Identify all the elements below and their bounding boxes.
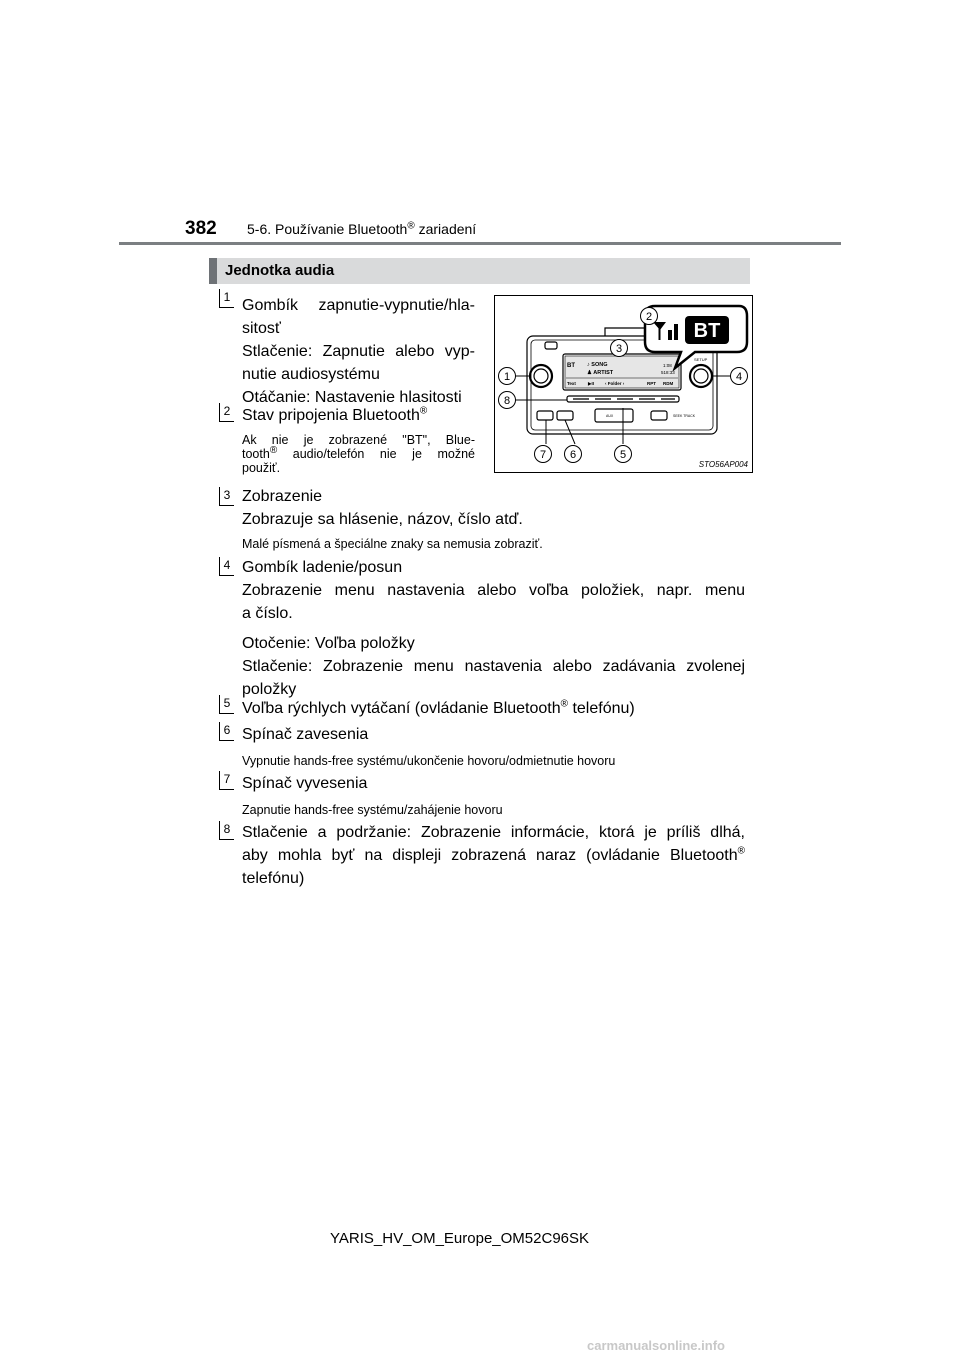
item-8-text: Stlačenie a podržanie: Zobrazenie informácie, ktorá je príliš dlhá, aby mohla byť na displeji zobrazená naraz (ovládanie Bluetooth® telefónu) bbox=[242, 824, 745, 887]
display-btn-play: ▶II bbox=[588, 381, 594, 386]
seek-label: SEEK TRACK bbox=[673, 414, 696, 418]
bt-badge-label: BT bbox=[693, 320, 721, 342]
item-number-2: 2 bbox=[219, 403, 234, 422]
callout-6: 6 bbox=[569, 449, 577, 461]
callout-1: 1 bbox=[503, 371, 511, 383]
display-artist: ♟ ARTIST bbox=[587, 370, 614, 376]
display-btn-folder: ‹ Folder › bbox=[605, 381, 625, 386]
figure-code: STO56AP004 bbox=[698, 460, 748, 469]
display-bt-label: BT bbox=[567, 363, 575, 369]
aux-label: AUX bbox=[606, 414, 614, 418]
display-clock: 518:33 bbox=[661, 370, 675, 375]
item-number-5: 5 bbox=[219, 695, 234, 714]
item-2-title: Stav pripojenia Bluetooth® bbox=[242, 405, 428, 424]
page-footer: YARIS_HV_OM_Europe_OM52C96SK bbox=[330, 1230, 590, 1247]
display-btn-rdm: RDM bbox=[663, 381, 674, 386]
item-7-note: Zapnutie hands-free systému/zahájenie hovoru bbox=[242, 803, 503, 817]
callout-8: 8 bbox=[503, 395, 511, 407]
item-6-title: Spínač zavesenia bbox=[242, 726, 369, 743]
item-4-text: Gombík ladenie/posun Zobrazenie menu nastavenia alebo voľba položiek, napr. menu a číslo. Otočenie: Voľba položky Stlačenie: Zobrazenie menu nastavenia alebo zadávania zvolenej položky bbox=[242, 559, 745, 698]
audio-unit-svg bbox=[495, 296, 752, 472]
setup-label: SETUP bbox=[694, 357, 708, 362]
item-number-3: 3 bbox=[219, 487, 234, 506]
subheading-accent bbox=[209, 258, 217, 284]
item-number-6: 6 bbox=[219, 722, 234, 741]
display-song: ♪ SONG bbox=[587, 362, 608, 368]
callout-3: 3 bbox=[615, 343, 623, 355]
item-6-note: Vypnutie hands-free systému/ukončenie hovoru/odmietnutie hovoru bbox=[242, 754, 616, 768]
header-rule bbox=[119, 242, 841, 245]
section-title: 5-6. Používanie Bluetooth® zariadení bbox=[247, 220, 477, 237]
callout-2: 2 bbox=[645, 311, 653, 323]
callout-5: 5 bbox=[619, 449, 627, 461]
display-btn-text: Text bbox=[567, 381, 576, 386]
item-number-7: 7 bbox=[219, 771, 234, 790]
subheading-title: Jednotka audia bbox=[225, 262, 335, 279]
callout-4: 4 bbox=[735, 371, 743, 383]
item-2-note: Ak nie je zobrazené "BT", Blue- tooth® audio/telefón nie je možné použiť. bbox=[242, 433, 475, 475]
callout-7: 7 bbox=[539, 449, 547, 461]
item-1-text: Gombík zapnutie-vypnutie/hla- sitosť Stlačenie: Zapnutie alebo vyp- nutie audiosystému Otáčanie: Nastavenie hlasitosti bbox=[242, 297, 475, 406]
item-5-title: Voľba rýchlych vytáčaní (ovládanie Bluetooth® telefónu) bbox=[242, 698, 635, 717]
watermark: carmanualsonline.info bbox=[587, 1338, 725, 1353]
item-number-1: 1 bbox=[219, 289, 234, 308]
audio-unit-illustration bbox=[494, 295, 753, 473]
page-number: 382 bbox=[185, 218, 217, 239]
item-3-text: Zobrazenie Zobrazuje sa hlásenie, názov, číslo atď. bbox=[242, 488, 523, 528]
item-number-4: 4 bbox=[219, 557, 234, 576]
item-3-note: Malé písmená a špeciálne znaky sa nemusia zobraziť. bbox=[242, 537, 543, 551]
item-7-title: Spínač vyvesenia bbox=[242, 775, 368, 792]
display-time: 1:08 bbox=[663, 363, 672, 368]
item-number-8: 8 bbox=[219, 821, 234, 840]
display-btn-rpt: RPT bbox=[647, 381, 656, 386]
